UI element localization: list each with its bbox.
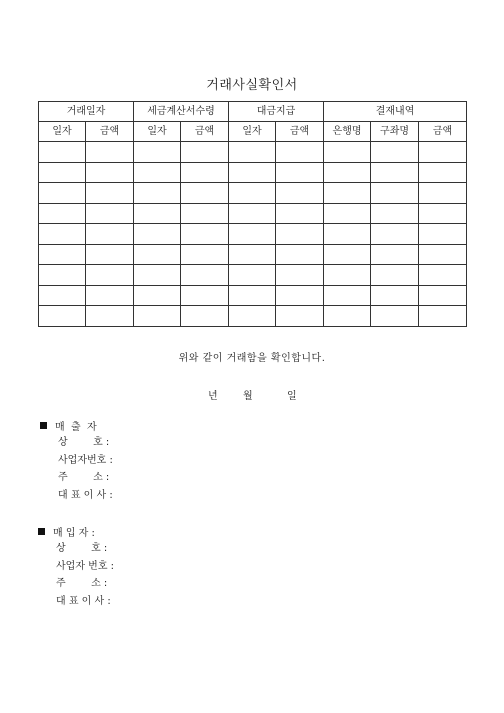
- table-row: [39, 224, 467, 245]
- table-cell[interactable]: [86, 306, 134, 327]
- buyer-field-representative: 대 표 이 사 :: [56, 595, 111, 607]
- buyer-field-address: 주 소 :: [56, 578, 108, 589]
- seller-section: [40, 417, 113, 504]
- subheader-cell: 은행명: [324, 122, 371, 142]
- table-row: [39, 142, 467, 163]
- table-cell[interactable]: [86, 285, 134, 306]
- table-cell[interactable]: [371, 162, 419, 183]
- table-cell[interactable]: [134, 306, 181, 327]
- table-cell[interactable]: [134, 183, 181, 204]
- table-cell[interactable]: [134, 162, 181, 183]
- table-cell[interactable]: [419, 244, 467, 265]
- buyer-field-company: 상 호 :: [56, 543, 108, 554]
- table-cell[interactable]: [181, 285, 229, 306]
- buyer-field-business-number: 사업자 번호 :: [56, 560, 115, 572]
- subheader-cell: 금액: [276, 122, 324, 142]
- table-row: [39, 162, 467, 183]
- subheader-cell: 일자: [39, 122, 86, 142]
- table-cell[interactable]: [86, 265, 134, 286]
- table-cell[interactable]: [134, 224, 181, 245]
- table-cell[interactable]: [276, 162, 324, 183]
- table-cell[interactable]: [229, 306, 276, 327]
- table-subheader-row: [39, 122, 467, 142]
- table-cell[interactable]: [181, 306, 229, 327]
- date-year-label: 년: [208, 391, 218, 402]
- table-cell[interactable]: [419, 224, 467, 245]
- table-cell[interactable]: [86, 224, 134, 245]
- table-cell[interactable]: [371, 142, 419, 163]
- table-row: [39, 285, 467, 306]
- table-row: [39, 203, 467, 224]
- table-cell[interactable]: [229, 244, 276, 265]
- table-cell[interactable]: [181, 162, 229, 183]
- table-cell[interactable]: [229, 265, 276, 286]
- subheader-cell: 일자: [134, 122, 181, 142]
- seller-field-address: 주 소 :: [58, 472, 110, 483]
- table-cell[interactable]: [419, 203, 467, 224]
- group-header-tax-invoice: 세금계산서수령: [134, 102, 229, 122]
- table-cell[interactable]: [371, 265, 419, 286]
- table-cell[interactable]: [86, 142, 134, 163]
- table-cell[interactable]: [324, 162, 371, 183]
- subheader-cell: 금액: [181, 122, 229, 142]
- table-cell[interactable]: [229, 162, 276, 183]
- seller-field-business-number: 사업자번호 :: [58, 454, 113, 466]
- date-day-label: 일: [287, 391, 297, 402]
- table-cell[interactable]: [371, 306, 419, 327]
- table-cell[interactable]: [371, 244, 419, 265]
- table-cell[interactable]: [181, 142, 229, 163]
- table-cell[interactable]: [419, 265, 467, 286]
- table-cell[interactable]: [419, 142, 467, 163]
- subheader-cell: 구좌명: [371, 122, 419, 142]
- table-cell[interactable]: [276, 265, 324, 286]
- table-cell[interactable]: [39, 142, 86, 163]
- table-cell[interactable]: [276, 285, 324, 306]
- square-bullet-icon: [38, 528, 45, 535]
- table-cell[interactable]: [39, 306, 86, 327]
- table-cell[interactable]: [371, 285, 419, 306]
- group-header-transaction-date: 거래일자: [39, 102, 134, 122]
- table-cell[interactable]: [371, 224, 419, 245]
- table-cell[interactable]: [86, 244, 134, 265]
- table-cell[interactable]: [419, 162, 467, 183]
- subheader-cell: 금액: [419, 122, 467, 142]
- table-cell[interactable]: [39, 285, 86, 306]
- table-cell[interactable]: [134, 244, 181, 265]
- table-cell[interactable]: [39, 183, 86, 204]
- table-cell[interactable]: [324, 142, 371, 163]
- square-bullet-icon: [40, 422, 47, 429]
- confirmation-statement: 위와 같이 거래함을 확인합니다.: [178, 353, 326, 364]
- seller-field-representative: 대 표 이 사 :: [58, 489, 113, 501]
- table-cell[interactable]: [134, 285, 181, 306]
- subheader-cell: 금액: [86, 122, 134, 142]
- table-cell[interactable]: [39, 203, 86, 224]
- group-header-payment: 대금지급: [229, 102, 324, 122]
- buyer-heading: 매 입 자 :: [53, 528, 95, 539]
- table-cell[interactable]: [134, 265, 181, 286]
- table-cell[interactable]: [276, 142, 324, 163]
- table-cell[interactable]: [419, 183, 467, 204]
- table-cell[interactable]: [134, 203, 181, 224]
- table-cell[interactable]: [181, 265, 229, 286]
- table-cell[interactable]: [229, 142, 276, 163]
- seller-heading: 매 출 자: [55, 422, 97, 433]
- table-cell[interactable]: [39, 162, 86, 183]
- date-month-label: 월: [243, 391, 253, 402]
- table-cell[interactable]: [324, 306, 371, 327]
- table-group-header-row: [39, 102, 467, 122]
- table-cell[interactable]: [181, 224, 229, 245]
- table-cell[interactable]: [419, 285, 467, 306]
- table-cell[interactable]: [276, 244, 324, 265]
- table-cell[interactable]: [419, 306, 467, 327]
- table-cell[interactable]: [324, 183, 371, 204]
- table-cell[interactable]: [229, 285, 276, 306]
- table-cell[interactable]: [39, 224, 86, 245]
- table-cell[interactable]: [324, 224, 371, 245]
- table-cell[interactable]: [181, 183, 229, 204]
- table-row: [39, 265, 467, 286]
- table-cell[interactable]: [371, 203, 419, 224]
- transaction-table: [38, 101, 467, 327]
- table-cell[interactable]: [134, 142, 181, 163]
- table-body: [39, 142, 467, 327]
- table-row: [39, 244, 467, 265]
- table-cell[interactable]: [371, 183, 419, 204]
- table-cell[interactable]: [324, 265, 371, 286]
- table-cell[interactable]: [86, 203, 134, 224]
- table-row: [39, 306, 467, 327]
- group-header-settlement: 결재내역: [324, 102, 467, 122]
- subheader-cell: 일자: [229, 122, 276, 142]
- table-cell[interactable]: [276, 183, 324, 204]
- seller-field-company: 상 호 :: [58, 437, 110, 448]
- table-cell[interactable]: [324, 285, 371, 306]
- table-cell[interactable]: [86, 183, 134, 204]
- table-cell[interactable]: [276, 203, 324, 224]
- table-cell[interactable]: [181, 244, 229, 265]
- table-cell[interactable]: [229, 224, 276, 245]
- table-cell[interactable]: [229, 203, 276, 224]
- table-cell[interactable]: [276, 306, 324, 327]
- table-cell[interactable]: [324, 244, 371, 265]
- table-cell[interactable]: [276, 224, 324, 245]
- table-cell[interactable]: [86, 162, 134, 183]
- table-cell[interactable]: [229, 183, 276, 204]
- document-title: 거래사실확인서: [206, 78, 298, 93]
- table-cell[interactable]: [39, 265, 86, 286]
- table-cell[interactable]: [39, 244, 86, 265]
- table-cell[interactable]: [324, 203, 371, 224]
- table-row: [39, 183, 467, 204]
- table-cell[interactable]: [181, 203, 229, 224]
- buyer-section: [38, 523, 114, 610]
